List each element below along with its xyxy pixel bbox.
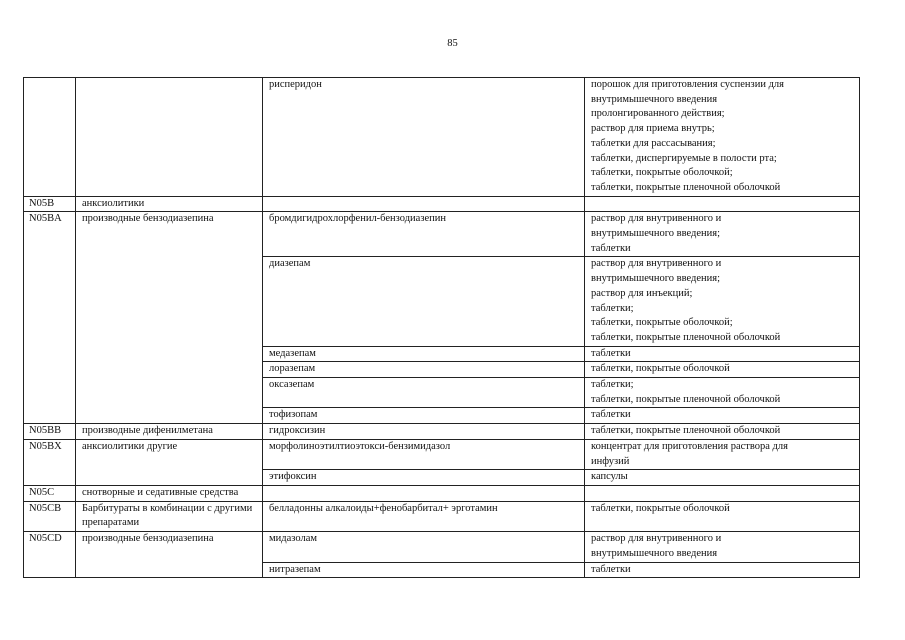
drug-name-cell: оксазепам (263, 378, 585, 408)
group-cell: производные бензодиазепина (76, 532, 263, 578)
drug-name-cell: белладонны алкалоиды+фенобарбитал+ эрготамин (263, 501, 585, 531)
dosage-form-cell: таблетки, покрытые оболочкой (585, 501, 860, 531)
dosage-form-cell: таблетки; таблетки, покрытые пленочной оболочкой (585, 378, 860, 408)
dosage-form-cell: раствор для внутривенного и внутримышечного введения; раствор для инъекций; таблетки; таблетки, покрытые оболочкой; таблетки, покрытые пленочной оболочкой (585, 257, 860, 346)
drug-name-cell (263, 485, 585, 501)
drug-name-cell: лоразепам (263, 362, 585, 378)
drug-name-cell: бромдигидрохлорфенил-бензодиазепин (263, 212, 585, 257)
dosage-form-cell: раствор для внутривенного и внутримышечного введения (585, 532, 860, 562)
atc-code-cell: N05CD (24, 532, 76, 578)
drug-name-cell: гидроксизин (263, 424, 585, 440)
dosage-form-cell (585, 485, 860, 501)
page-number: 85 (447, 38, 458, 49)
drug-name-cell: тофизопам (263, 408, 585, 424)
dosage-form-cell: порошок для приготовления суспензии для внутримышечного введения пролонгированного действия; раствор для приема внутрь; таблетки для рассасывания; таблетки, диспергируемые в полости рта; таблетки, покрытые оболочкой; таблетки, покрытые пленочной оболочкой (585, 78, 860, 197)
atc-code-cell: N05BB (24, 424, 76, 440)
table-row (24, 501, 860, 531)
dosage-form-cell: таблетки (585, 408, 860, 424)
table-row (24, 424, 860, 440)
atc-code-cell (24, 78, 76, 197)
drug-name-cell: диазепам (263, 257, 585, 346)
dosage-form-cell: таблетки, покрытые пленочной оболочкой (585, 424, 860, 440)
drug-name-cell: медазепам (263, 346, 585, 362)
table-row (24, 485, 860, 501)
table-row (24, 212, 860, 257)
group-cell: снотворные и седативные средства (76, 485, 263, 501)
group-cell: Барбитураты в комбинации с другими препаратами (76, 501, 263, 531)
dosage-form-cell: концентрат для приготовления раствора для инфузий (585, 439, 860, 469)
atc-code-cell: N05CB (24, 501, 76, 531)
drug-name-cell: морфолиноэтилтиоэтокси-бензимидазол (263, 439, 585, 469)
drug-table (23, 77, 860, 578)
dosage-form-cell: раствор для внутривенного и внутримышечного введения; таблетки (585, 212, 860, 257)
table-row (24, 532, 860, 562)
dosage-form-cell: капсулы (585, 470, 860, 486)
group-cell: анксиолитики другие (76, 439, 263, 485)
atc-code-cell: N05BA (24, 212, 76, 424)
atc-code-cell: N05C (24, 485, 76, 501)
drug-name-cell: рисперидон (263, 78, 585, 197)
dosage-form-cell: таблетки (585, 346, 860, 362)
drug-name-cell: нитразепам (263, 562, 585, 578)
atc-code-cell: N05B (24, 196, 76, 212)
dosage-form-cell: таблетки, покрытые оболочкой (585, 362, 860, 378)
table-row (24, 78, 860, 197)
group-cell: производные бензодиазепина (76, 212, 263, 424)
drug-name-cell: этифоксин (263, 470, 585, 486)
group-cell (76, 78, 263, 197)
table-row (24, 439, 860, 469)
table-row (24, 196, 860, 212)
atc-code-cell: N05BX (24, 439, 76, 485)
dosage-form-cell (585, 196, 860, 212)
group-cell: анксиолитики (76, 196, 263, 212)
drug-name-cell (263, 196, 585, 212)
drug-name-cell: мидазолам (263, 532, 585, 562)
group-cell: производные дифенилметана (76, 424, 263, 440)
dosage-form-cell: таблетки (585, 562, 860, 578)
